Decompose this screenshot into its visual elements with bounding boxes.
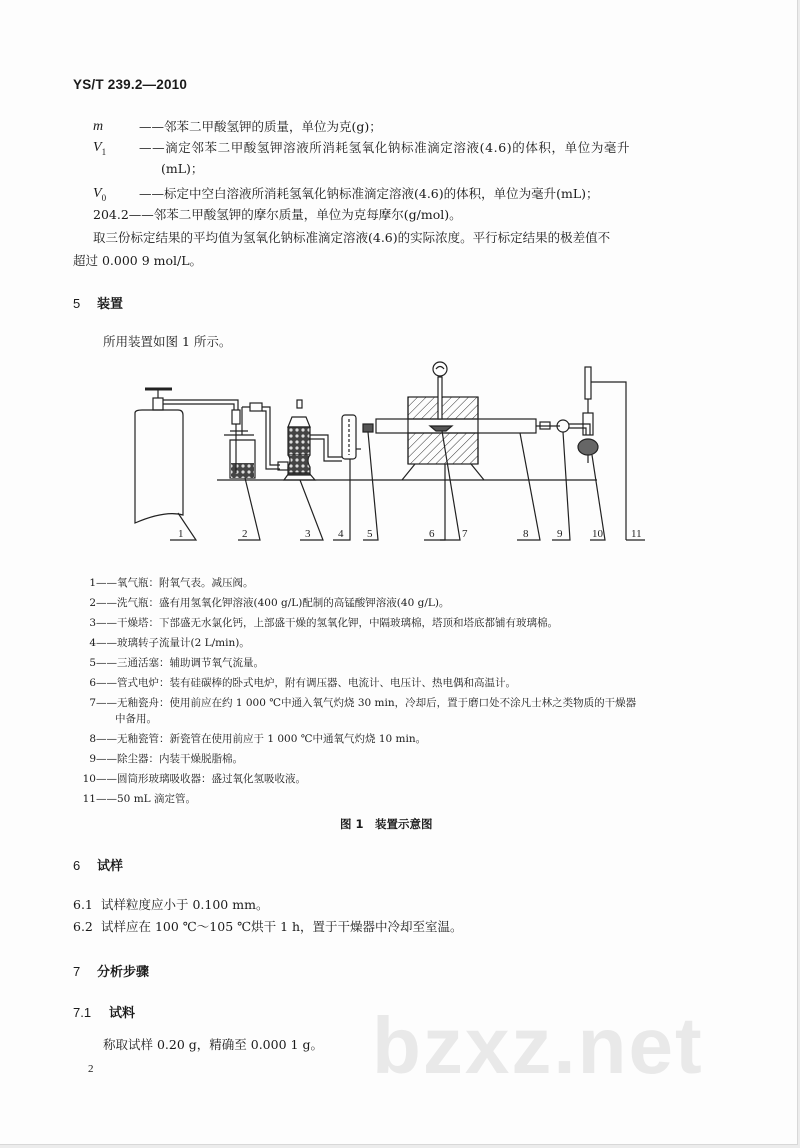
- definition-v1: [93, 139, 139, 157]
- diagram-label-1: 1: [178, 528, 184, 540]
- paragraph-line: 超过 0.000 9 mol/L。: [73, 253, 203, 268]
- symbol: m: [93, 119, 104, 134]
- clause-text: 试样应在 100 ℃～105 ℃烘干 1 h，置于干燥器中冷却至室温。: [101, 919, 463, 934]
- apparatus-diagram: [120, 355, 650, 555]
- definition-desc: ——邻苯二甲酸氢钾的质量，单位为克(g)；: [139, 119, 382, 134]
- section-number: 5: [73, 296, 81, 311]
- section-title: 分析步骤: [97, 965, 150, 980]
- diagram-label-7: 7: [462, 528, 468, 540]
- legend-item: 1——氧气瓶：附氧气表。减压阀。: [89, 577, 254, 589]
- figure-caption: 图 1 装置示意图: [340, 817, 433, 831]
- legend-item: 8——无釉瓷管：新瓷管在使用前应于 1 000 ℃中通氧气灼烧 10 min。: [89, 733, 427, 745]
- legend-item-continuation: 中备用。: [115, 713, 157, 725]
- clause-text: 试样粒度应小于 0.100 mm。: [101, 897, 269, 912]
- subsection-body: 称取试样 0.20 g，精确至 0.000 1 g。: [103, 1037, 323, 1052]
- section-title: 试料: [109, 1006, 136, 1021]
- section-body: 所用装置如图 1 所示。: [103, 334, 232, 349]
- section-heading-6: [73, 855, 123, 874]
- section-heading-5: [73, 293, 123, 312]
- legend-item: 3——干燥塔：下部盛无水氯化钙，上部盛干燥的氢氧化钾，中隔玻璃棉，塔顶和塔底都铺有玻璃棉。: [89, 617, 558, 629]
- section-title: 试样: [97, 859, 124, 874]
- legend-item: 11——50 mL 滴定管。: [82, 793, 196, 805]
- symbol: V: [93, 140, 102, 155]
- subsection-heading-7-1: [73, 1002, 135, 1021]
- subscript: 1: [101, 146, 107, 157]
- page-number: 2: [88, 1063, 94, 1075]
- section-heading-7: [73, 961, 149, 980]
- section-title: 装置: [97, 297, 124, 312]
- diagram-label-6: 6: [429, 528, 435, 540]
- section-number: 7: [73, 964, 81, 979]
- legend-item: 7——无釉瓷舟：使用前应在约 1 000 ℃中通入氧气灼烧 30 min，冷却后，置于磨口处不涂凡士林之类物质的干燥器: [89, 697, 637, 709]
- legend-item: 5——三通活塞：辅助调节氧气流量。: [89, 657, 264, 669]
- definition-continuation: (mL)；: [161, 161, 204, 176]
- clause-number: 6.2: [73, 919, 93, 934]
- diagram-label-8: 8: [523, 528, 529, 540]
- symbol: 204.2: [93, 207, 129, 222]
- section-number: 7.1: [73, 1005, 92, 1020]
- section-number: 6: [73, 858, 81, 873]
- definition-desc: ——邻苯二甲酸氢钾的摩尔质量，单位为克每摩尔(g/mol)。: [128, 207, 462, 222]
- legend-item: 10——圆筒形玻璃吸收器：盛过氧化氢吸收液。: [82, 773, 306, 785]
- diagram-label-4: 4: [338, 528, 344, 540]
- legend-item: 2——洗气瓶：盛有用氢氧化钾溶液(400 g/L)配制的高锰酸钾溶液(40 g/L)。: [89, 597, 450, 609]
- diagram-label-2: 2: [242, 528, 248, 540]
- definition-desc: ——标定中空白溶液所消耗氢氧化钠标准滴定溶液(4.6)的体积，单位为毫升(mL)；: [139, 186, 599, 201]
- diagram-label-10: 10: [592, 528, 603, 540]
- diagram-label-9: 9: [557, 528, 563, 540]
- legend-item: 6——管式电炉：装有硅碳棒的卧式电炉，附有调压器、电流计、电压计、热电偶和高温计。: [89, 677, 516, 689]
- subscript: 0: [101, 192, 107, 203]
- clause-6-1: [73, 896, 268, 913]
- definition-v0: [93, 185, 139, 203]
- paragraph-line: 取三份标定结果的平均值为氢氧化钠标准滴定溶液(4.6)的实际浓度。平行标定结果的极差值不: [93, 230, 611, 245]
- figure-legend: [76, 575, 636, 807]
- standard-code: YS/T 239.2—2010: [73, 77, 188, 92]
- legend-item: 9——除尘器：内装干燥脱脂棉。: [89, 753, 243, 765]
- definition-m: [93, 118, 139, 135]
- clause-6-2: [73, 918, 463, 935]
- apparatus-figure: [120, 355, 650, 555]
- definition-desc: ——滴定邻苯二甲酸氢钾溶液所消耗氢氧化钠标准滴定溶液(4.6)的体积，单位为毫升: [139, 140, 631, 155]
- diagram-label-3: 3: [305, 528, 311, 540]
- symbol: V: [93, 186, 102, 201]
- clause-number: 6.1: [73, 897, 93, 912]
- definition-molar-mass: [93, 206, 462, 223]
- watermark: bzxz.net: [372, 1001, 704, 1090]
- legend-item: 4——玻璃转子流量计(2 L/min)。: [89, 637, 250, 649]
- diagram-label-5: 5: [367, 528, 373, 540]
- diagram-label-11: 11: [631, 528, 642, 540]
